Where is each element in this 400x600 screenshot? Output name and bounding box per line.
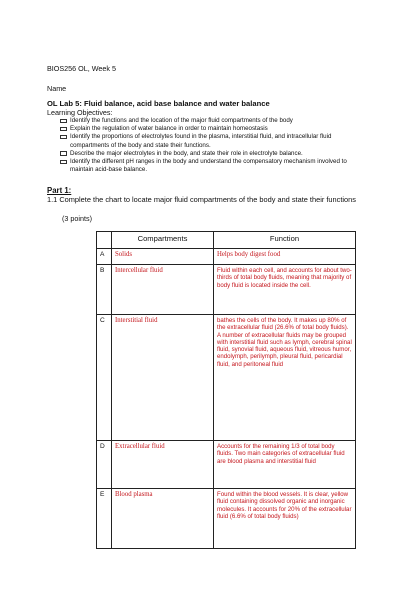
- checkbox-icon: [60, 135, 67, 140]
- row-letter: D: [97, 441, 112, 489]
- points-label: (3 points): [62, 214, 92, 223]
- table-header-row: [97, 232, 356, 249]
- part-instruction: 1.1 Complete the chart to locate major fluid compartments of the body and state their functions: [47, 195, 356, 204]
- fluid-compartments-table: [96, 231, 356, 549]
- row-letter: B: [97, 265, 112, 315]
- compartment-cell[interactable]: Blood plasma: [112, 489, 214, 549]
- objectives-list: [60, 117, 360, 174]
- compartment-cell[interactable]: Extracellular fluid: [112, 441, 214, 489]
- row-letter: C: [97, 315, 112, 441]
- row-letter: A: [97, 249, 112, 265]
- checkbox-icon: [60, 119, 67, 124]
- table-row: [97, 315, 356, 441]
- name-label: Name: [47, 84, 67, 93]
- objective-text: Identify the different pH ranges in the body and understand the compensatory mechanism involved to maintain acid-base balance.: [70, 158, 347, 174]
- function-cell[interactable]: Helps body digest food: [214, 249, 356, 265]
- table-row: [97, 441, 356, 489]
- checkbox-icon: [60, 151, 67, 156]
- objective-text: Identify the functions and the location of the major fluid compartments of the body: [70, 117, 293, 124]
- function-cell[interactable]: Fluid within each cell, and accounts for about two-thirds of total body fluids, meaning that majority of body fluid is located inside the cell.: [214, 265, 356, 315]
- checkbox-icon: [60, 127, 67, 132]
- compartment-cell[interactable]: Interstitial fluid: [112, 315, 214, 441]
- part-title: Part 1:: [47, 186, 72, 195]
- table-row: [97, 249, 356, 265]
- objective-text: Describe the major electrolytes in the body, and state their role in electrolyte balance.: [70, 149, 303, 157]
- compartment-cell[interactable]: Solids: [112, 249, 214, 265]
- objective-item: [60, 117, 360, 125]
- objective-text: Identify the proportions of electrolytes found in the plasma, interstitial fluid, and intracellular fluid compartments of the body and state their functions.: [70, 133, 332, 149]
- objective-item: [60, 158, 360, 174]
- row-letter: E: [97, 489, 112, 549]
- objective-item: [60, 133, 360, 149]
- objectives-heading: Learning Objectives:: [47, 108, 113, 117]
- objective-item: [60, 150, 360, 158]
- header-function: Function: [214, 232, 356, 249]
- table-row: [97, 489, 356, 549]
- header-compartments: Compartments: [112, 232, 214, 249]
- function-cell[interactable]: bathes the cells of the body. It makes up 80% of the extracellular fluid (26.6% of total body fluids). A number of extracellular fluids may be grouped with interstitial fluid such as lymph, cerebral spinal fluid, synovial fluid, aqueous fluid, vitreous humor, endolymph, perilymph, pleural fluid, pericardial fluid, and peritoneal fluid: [214, 315, 356, 441]
- function-cell[interactable]: Accounts for the remaining 1/3 of total body fluids. Two main categories of extracellular fluid are blood plasma and interstitial fluid: [214, 441, 356, 489]
- function-cell[interactable]: Found within the blood vessels. It is clear, yellow fluid containing dissolved organic and inorganic molecules. It accounts for 20% of the extracellular fluid (6.6% of total body fluids): [214, 489, 356, 549]
- checkbox-icon: [60, 160, 67, 165]
- table-row: [97, 265, 356, 315]
- course-header: BIOS256 OL, Week 5: [47, 64, 116, 73]
- lab-title: OL Lab 5: Fluid balance, acid base balance and water balance: [47, 99, 270, 108]
- objective-item: [60, 125, 360, 133]
- compartment-cell[interactable]: Intercellular fluid: [112, 265, 214, 315]
- objective-text: Explain the regulation of water balance in order to maintain homeostasis: [70, 125, 268, 133]
- header-letter: [97, 232, 112, 249]
